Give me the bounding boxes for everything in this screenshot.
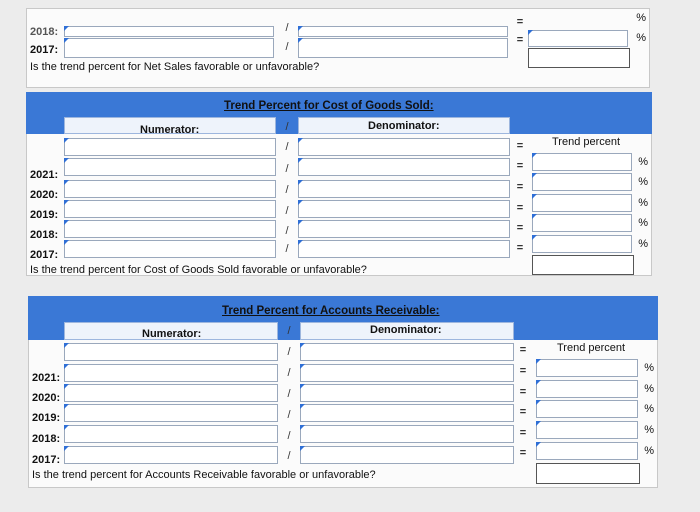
ar-denominator-label: Denominator:	[370, 324, 442, 336]
ar-2019-slash: /	[287, 409, 291, 421]
net-sales-2017-denominator-input[interactable]	[298, 38, 508, 58]
net-sales-2017-numerator-input[interactable]	[64, 38, 274, 58]
net-sales-cut-denominator-input[interactable]	[298, 26, 508, 37]
cogs-2017-equals: =	[516, 242, 524, 254]
ar-year-2018: 2018:	[32, 433, 61, 445]
cogs-2018-equals: =	[516, 222, 524, 234]
ar-year-2020: 2020:	[32, 392, 61, 404]
ar-2020-trend-input[interactable]	[536, 380, 638, 398]
ar-2019-numerator-input[interactable]	[64, 404, 278, 422]
ar-2019-denominator-input[interactable]	[300, 404, 514, 422]
cogs-2020-denominator-input[interactable]	[298, 180, 510, 198]
cogs-2018-denominator-input[interactable]	[298, 220, 510, 238]
cogs-2019-slash: /	[285, 205, 289, 217]
ar-year-2017: 2017:	[32, 454, 61, 466]
ar-year-2019: 2019:	[32, 412, 61, 424]
cogs-year-2017: 2017:	[30, 249, 59, 261]
cogs-2018-trend-input[interactable]	[532, 214, 632, 232]
ar-title: Trend Percent for Accounts Receivable:	[222, 305, 440, 317]
ar-2017-slash: /	[287, 450, 291, 462]
cogs-2018-numerator-input[interactable]	[64, 220, 276, 238]
cogs-trend-percent-label: Trend percent	[552, 136, 621, 148]
ar-2018-numerator-input[interactable]	[64, 425, 278, 443]
cogs-base-denominator-input[interactable]	[298, 138, 510, 156]
cogs-2017-slash: /	[285, 243, 289, 255]
net-sales-2017-trend-input[interactable]	[528, 30, 628, 47]
ar-2020-denominator-input[interactable]	[300, 384, 514, 402]
ar-2018-pct: %	[644, 424, 654, 436]
cogs-base-slash: /	[285, 141, 289, 153]
ar-2017-trend-input[interactable]	[536, 442, 638, 460]
ar-2021-slash: /	[287, 367, 291, 379]
cogs-header-slash: /	[285, 121, 289, 133]
ar-base-slash: /	[287, 346, 291, 358]
cogs-2020-numerator-input[interactable]	[64, 180, 276, 198]
net-sales-2017-equals: =	[516, 34, 524, 46]
net-sales-2017-pct: %	[636, 32, 646, 44]
cogs-2019-trend-input[interactable]	[532, 194, 632, 212]
net-sales-favorable-select[interactable]	[528, 48, 630, 68]
cogs-2020-equals: =	[516, 181, 524, 193]
cogs-2017-pct: %	[638, 238, 648, 250]
ar-base-numerator-input[interactable]	[64, 343, 278, 361]
cogs-favorable-select[interactable]	[532, 255, 634, 275]
cogs-2020-slash: /	[285, 184, 289, 196]
ar-2020-equals: =	[519, 386, 527, 398]
net-sales-cut-slash: /	[285, 22, 289, 34]
cogs-2021-denominator-input[interactable]	[298, 158, 510, 176]
ar-2017-numerator-input[interactable]	[64, 446, 278, 464]
ar-2019-trend-input[interactable]	[536, 400, 638, 418]
cogs-2019-equals: =	[516, 202, 524, 214]
net-sales-2017-slash: /	[285, 41, 289, 53]
net-sales-cut-numerator-input[interactable]	[64, 26, 274, 37]
ar-base-equals: =	[519, 344, 527, 356]
net-sales-question: Is the trend percent for Net Sales favorable or unfavorable?	[30, 61, 320, 73]
cogs-2021-slash: /	[285, 163, 289, 175]
cogs-2021-pct: %	[638, 156, 648, 168]
cogs-2020-trend-input[interactable]	[532, 173, 632, 191]
ar-trend-percent-label: Trend percent	[557, 342, 626, 354]
cogs-denominator-label: Denominator:	[368, 120, 440, 132]
cogs-2018-slash: /	[285, 225, 289, 237]
cogs-numerator-label: Numerator:	[140, 124, 200, 136]
cogs-2019-numerator-input[interactable]	[64, 200, 276, 218]
cogs-base-equals: =	[516, 140, 524, 152]
cogs-year-2019: 2019:	[30, 209, 59, 221]
cogs-2019-pct: %	[638, 197, 648, 209]
cogs-year-2018: 2018:	[30, 229, 59, 241]
ar-question: Is the trend percent for Accounts Receivable favorable or unfavorable?	[32, 469, 376, 481]
ar-2020-pct: %	[644, 383, 654, 395]
ar-2019-pct: %	[644, 403, 654, 415]
cogs-year-2021: 2021:	[30, 169, 59, 181]
net-sales-year-2017: 2017:	[30, 44, 59, 56]
ar-2020-numerator-input[interactable]	[64, 384, 278, 402]
ar-2019-equals: =	[519, 406, 527, 418]
ar-header-slash: /	[287, 325, 291, 337]
cogs-2017-numerator-input[interactable]	[64, 240, 276, 258]
ar-2021-denominator-input[interactable]	[300, 364, 514, 382]
ar-2018-denominator-input[interactable]	[300, 425, 514, 443]
cogs-2021-equals: =	[516, 160, 524, 172]
cogs-2017-trend-input[interactable]	[532, 235, 632, 253]
ar-2021-pct: %	[644, 362, 654, 374]
ar-2021-numerator-input[interactable]	[64, 364, 278, 382]
cogs-2019-denominator-input[interactable]	[298, 200, 510, 218]
ar-base-denominator-input[interactable]	[300, 343, 514, 361]
ar-2021-equals: =	[519, 365, 527, 377]
ar-2017-equals: =	[519, 447, 527, 459]
net-sales-year-cut: 2018:	[30, 26, 59, 38]
ar-2018-equals: =	[519, 427, 527, 439]
ar-year-2021: 2021:	[32, 372, 61, 384]
ar-2017-pct: %	[644, 445, 654, 457]
ar-2021-trend-input[interactable]	[536, 359, 638, 377]
cogs-2021-trend-input[interactable]	[532, 153, 632, 171]
ar-2018-slash: /	[287, 430, 291, 442]
ar-numerator-label: Numerator:	[142, 328, 202, 340]
cogs-year-2020: 2020:	[30, 189, 59, 201]
ar-2018-trend-input[interactable]	[536, 421, 638, 439]
ar-favorable-select[interactable]	[536, 463, 640, 484]
cogs-2017-denominator-input[interactable]	[298, 240, 510, 258]
cogs-2018-pct: %	[638, 217, 648, 229]
cogs-title: Trend Percent for Cost of Goods Sold:	[224, 100, 434, 112]
ar-2020-slash: /	[287, 388, 291, 400]
net-sales-cut-pct: %	[636, 12, 646, 24]
cogs-question: Is the trend percent for Cost of Goods Sold favorable or unfavorable?	[30, 264, 367, 276]
cogs-base-numerator-input[interactable]	[64, 138, 276, 156]
net-sales-cut-equals: =	[516, 16, 524, 28]
ar-2017-denominator-input[interactable]	[300, 446, 514, 464]
cogs-2020-pct: %	[638, 176, 648, 188]
cogs-2021-numerator-input[interactable]	[64, 158, 276, 176]
